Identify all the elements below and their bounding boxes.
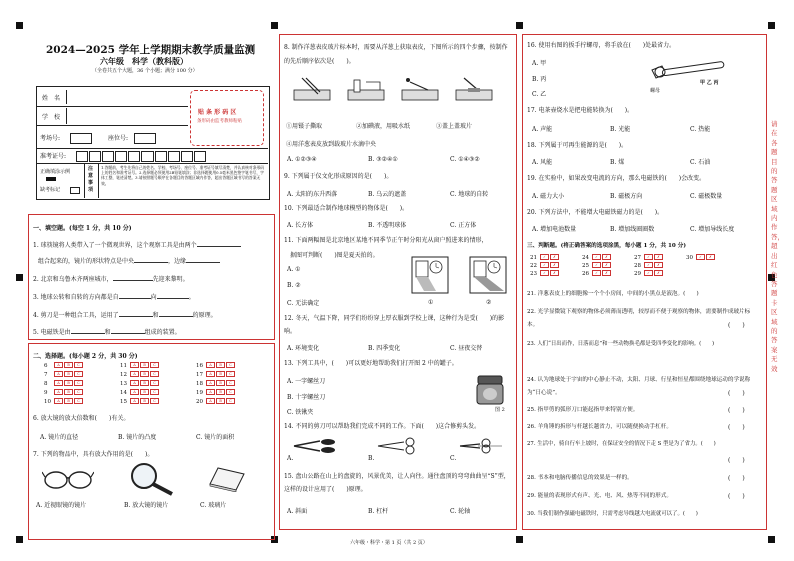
q13-option-b[interactable]: B. 十字螺丝刀: [287, 394, 326, 401]
q8-step-4: ④用洋葱表皮放到载玻片水滴中央: [286, 141, 377, 148]
q2-text: 2. 北京和乌鲁木齐两座城市，: [33, 276, 113, 283]
question-number: 21: [530, 254, 537, 261]
answer-bubble[interactable]: C: [226, 389, 235, 395]
answer-bubble[interactable]: B: [64, 380, 73, 386]
divider: [36, 148, 268, 149]
q3-text: 3. 地球公转和自转的方向都是自: [33, 294, 119, 301]
registration-mark: [271, 22, 278, 29]
q6-option-b[interactable]: B. 镜片的凸度: [118, 434, 157, 441]
question-number: 17: [196, 371, 203, 378]
question-28: 28. 书本和电脑传播信息的效果是一样的。: [527, 475, 633, 481]
absent-label: 缺考标记: [40, 187, 61, 193]
registration-mark: [16, 536, 23, 543]
q7-option-a[interactable]: A. 近视眼镜的镜片: [36, 502, 87, 509]
exam-room-label: 考场号:: [40, 135, 61, 142]
registration-mark: [516, 22, 523, 29]
judge-bubble[interactable]: ✗: [550, 254, 559, 260]
registration-mark: [768, 22, 775, 29]
q8-step-2: ②加碘液，用吸水纸: [356, 123, 411, 130]
q29-answer[interactable]: ( ): [728, 493, 745, 500]
q10-option-a[interactable]: A. 长方体: [287, 222, 314, 229]
answer-bubble[interactable]: B: [216, 380, 225, 386]
judge-bubble[interactable]: ✗: [706, 254, 715, 260]
answer-bubble-group: [120, 362, 160, 369]
question-number: 27: [634, 254, 641, 261]
q11-option-a[interactable]: A. ①: [287, 266, 301, 273]
question-number: 11: [120, 362, 127, 369]
exam-title: 2024—2025 学年上学期期末教学质量监测: [46, 44, 256, 56]
judge-bubble[interactable]: ✓: [592, 262, 601, 268]
q1-text: 1. 球筷镜将人类带入了一个微观世界，这个观察工具是由两个: [33, 242, 197, 249]
answer-bubble-group: [196, 362, 236, 369]
answer-bubble[interactable]: B: [216, 398, 225, 404]
judge-bubble[interactable]: ✗: [602, 262, 611, 268]
judge-bubble[interactable]: ✓: [592, 254, 601, 260]
question-11-cont: 据图可判断( )图是夏天拍的。: [290, 252, 379, 259]
answer-bubble[interactable]: B: [216, 362, 225, 368]
q10-option-b[interactable]: B. 不透明球体: [368, 222, 407, 229]
question-number: 26: [582, 270, 589, 277]
question-20: 20. 下列方法中，不能增大电磁铁磁力的是( )。: [527, 209, 664, 216]
q16-option-b[interactable]: B. 丙: [532, 76, 547, 83]
question-12: 12. 冬天，气温下降，同学们纷纷穿上厚衣服到学校上课，这种行为是受( )的影响。: [284, 315, 505, 335]
notes-text: 1.答题前，考生先将自己的姓名、学校、考场号、座位号、准考证号填写清楚，并认真核对条形码上的姓名和准考证号。2.选择题必须使用2B铅笔填涂；非选择题使用0.5毫米黑色签字笔书写，字体工整，笔迹清楚。3.请按照题号顺序在各题目的答题区域内作答，超出答题区域书写的答案无效。: [101, 165, 265, 186]
q14-option-a[interactable]: A.: [287, 455, 294, 462]
q18-option-c[interactable]: C. 石油: [690, 159, 711, 166]
judge-bubble[interactable]: ✓: [540, 262, 549, 268]
answer-blank[interactable]: [111, 327, 145, 334]
question-16: 16. 使用右图的扳手拧螺母，将手放在( )处最省力。: [527, 42, 676, 49]
answer-bubble[interactable]: A: [130, 398, 139, 404]
answer-bubble[interactable]: A: [206, 362, 215, 368]
judge-bubble-group: [530, 262, 560, 269]
question-number: 28: [634, 262, 641, 269]
figure-2-label: 图 2: [495, 407, 505, 413]
question-number: 14: [120, 389, 127, 396]
answer-bubble[interactable]: C: [74, 380, 83, 386]
judge-bubble[interactable]: ✓: [644, 262, 653, 268]
answer-bubble[interactable]: A: [54, 398, 63, 404]
q1-text: 组合起来的，镜片的形状特点是中央: [38, 258, 135, 265]
question-5: [33, 327, 181, 337]
window-sunlight-figure-1: [410, 255, 450, 295]
q15-option-b[interactable]: B. 杠杆: [368, 508, 389, 515]
judge-bubble-group: [530, 254, 560, 261]
judge-bubble-grid: [530, 254, 730, 282]
judge-bubble-group: [686, 254, 716, 261]
question-1-cont: [38, 256, 220, 266]
answer-bubble[interactable]: A: [130, 371, 139, 377]
divider: [36, 106, 188, 107]
q6-option-a[interactable]: A. 镜片的直径: [40, 434, 79, 441]
side-warning-text: 请在各题目的答题区域内作答，超出红色答题卡区域的答案无效: [771, 120, 784, 373]
question-24: 24. 认为地球处于宇宙的中心静止不动，太阳、月球、行星和恒星都围绕地球运动的学说称为“日心说”。: [527, 377, 751, 396]
q17-option-b[interactable]: B. 光能: [610, 126, 631, 133]
judge-bubble[interactable]: ✓: [540, 270, 549, 276]
answer-blank[interactable]: [157, 292, 189, 299]
answer-bubble[interactable]: C: [74, 371, 83, 377]
judge-bubble[interactable]: ✓: [540, 254, 549, 260]
answer-bubble[interactable]: C: [74, 389, 83, 395]
section1-title: 一、填空题。(每空 1 分，共 10 分): [33, 225, 132, 232]
answer-bubble[interactable]: B: [216, 371, 225, 377]
magnifier-image: [128, 462, 174, 496]
judge-bubble[interactable]: ✗: [550, 270, 559, 276]
judge-bubble[interactable]: ✗: [654, 254, 663, 260]
q20-option-a[interactable]: A. 增加电池数量: [532, 226, 577, 233]
answer-bubble[interactable]: B: [140, 371, 149, 377]
q18-option-b[interactable]: B. 煤: [610, 159, 625, 166]
q12-option-a[interactable]: A. 环境变化: [287, 345, 320, 352]
q8-step-3: ③盖上盖玻片: [436, 123, 473, 130]
registration-mark: [16, 274, 23, 281]
answer-bubble-group: [44, 371, 84, 378]
question-number: 25: [582, 262, 589, 269]
question-number: 6: [44, 362, 48, 369]
answer-bubble[interactable]: C: [74, 398, 83, 404]
answer-blank[interactable]: [113, 274, 153, 281]
q5-text: 组成的装置。: [144, 329, 181, 336]
question-number: 19: [196, 389, 203, 396]
answer-bubble[interactable]: C: [74, 362, 83, 368]
question-number: 16: [196, 362, 203, 369]
divider: [36, 125, 188, 126]
seat-field[interactable]: [134, 133, 156, 144]
answer-bubble[interactable]: C: [226, 380, 235, 386]
answer-bubble-group: [196, 371, 236, 378]
question-30: 30. 当我们制作强磁电磁铁时，只需考虑导线越大电流就可以了。( ): [527, 511, 698, 517]
answer-bubble[interactable]: C: [150, 398, 159, 404]
q27-answer[interactable]: ( ): [728, 457, 745, 464]
answer-bubble-group: [120, 371, 160, 378]
question-25: 25. 指甲剪的弧形刀口能起指甲来特别方便。: [527, 407, 639, 413]
answer-blank[interactable]: [197, 240, 241, 247]
answer-bubble-group: [44, 398, 84, 405]
q16-option-c[interactable]: C. 乙: [532, 91, 547, 98]
judge-bubble[interactable]: ✓: [592, 270, 601, 276]
answer-bubble[interactable]: B: [64, 389, 73, 395]
question-15: 15. 盘山公路在山上的盘旋的，风景优美，让人向往。通往盘顶的弯弯曲曲呈“S”型，这样的设计应用了( )原理。: [284, 473, 510, 493]
q9-option-a[interactable]: A. 太阳的东升西落: [287, 191, 338, 198]
q5-text: 5. 电磁铁是由: [33, 329, 71, 336]
question-number: 10: [44, 398, 51, 405]
q19-option-c[interactable]: C. 磁极数量: [690, 193, 723, 200]
answer-bubble-group: [44, 380, 84, 387]
judge-bubble-group: [634, 262, 664, 269]
answer-bubble[interactable]: A: [54, 389, 63, 395]
judge-bubble[interactable]: ✗: [654, 270, 663, 276]
question-number: 22: [530, 262, 537, 269]
judge-bubble[interactable]: ✗: [602, 254, 611, 260]
q11-option-b[interactable]: B. ②: [287, 282, 301, 289]
judge-bubble-group: [582, 262, 612, 269]
question-number: 29: [634, 270, 641, 277]
answer-bubble[interactable]: A: [130, 380, 139, 386]
answer-bubble[interactable]: A: [130, 362, 139, 368]
q4-text: 的原理。: [192, 312, 217, 319]
question-number: 8: [44, 380, 48, 387]
school-field[interactable]: [66, 108, 187, 124]
figure-label-1: ①: [428, 299, 434, 306]
notes-label: 注意事项: [88, 166, 94, 193]
question-3: 3. 地球公转和自转的方向都是自 向 。: [33, 294, 195, 301]
q4-text: 4. 剪刀是一种组合工具，运用了: [33, 312, 119, 319]
q20-option-b[interactable]: B. 增加线圈圈数: [610, 226, 655, 233]
name-label: 姓 名: [42, 95, 61, 102]
q11-option-c[interactable]: C. 无法确定: [287, 300, 320, 307]
q14-option-c[interactable]: C.: [450, 455, 457, 462]
q14-option-b[interactable]: B.: [368, 455, 375, 462]
q5-text: 和: [104, 329, 111, 336]
judge-bubble[interactable]: ✓: [644, 254, 653, 260]
answer-bubble-group: [196, 398, 236, 405]
q2-text: 先迎来黎明。: [152, 276, 189, 283]
q19-option-b[interactable]: B. 磁极方向: [610, 193, 643, 200]
scissors-images: [292, 437, 504, 455]
q10-option-c[interactable]: C. 正方体: [450, 222, 477, 229]
jar-image: [474, 372, 506, 406]
answer-bubble[interactable]: A: [206, 389, 215, 395]
q9-option-b[interactable]: B. 乌云的遮盖: [368, 191, 407, 198]
figure-label-2: ②: [486, 299, 492, 306]
question-26: 26. 羊角锤的拆形与杆越长越省力，可以随便换动手杠杆。: [527, 424, 672, 430]
wrench-position-marks: 甲 乙 丙: [700, 80, 719, 86]
exam-room-field[interactable]: [70, 133, 92, 144]
correct-fill-example: [46, 177, 56, 181]
absent-checkbox[interactable]: [70, 187, 80, 194]
question-7: 7. 下列的物品中，具有放大作用的是( )。: [33, 451, 154, 458]
answer-blank[interactable]: [186, 256, 220, 263]
divider: [98, 163, 99, 198]
q7-option-b[interactable]: B. 放大镜的镜片: [124, 502, 169, 509]
question-17: 17. 电茶壶烧水是把电能转换为( )。: [527, 107, 634, 114]
judge-bubble[interactable]: ✓: [696, 254, 705, 260]
question-11: 11. 下面两幅图是北京地区某地不同季节正午时分阳光从窗户照进来的情形，: [284, 237, 488, 244]
q15-option-c[interactable]: C. 轮轴: [450, 508, 471, 515]
q12-option-b[interactable]: B. 四季变化: [368, 345, 401, 352]
answer-bubble-group: [196, 389, 236, 396]
judge-bubble-group: [634, 254, 664, 261]
question-number: 13: [120, 380, 127, 387]
answer-bubble-grid: [44, 362, 264, 412]
question-22: 22. 光学显微镜下观察的物体必须薄而透明，较厚而不便于观察的物体，需要制作成玻片标本。: [527, 309, 751, 328]
q8-option-a[interactable]: A. ①②③④: [287, 156, 317, 163]
q18-option-a[interactable]: A. 风能: [532, 159, 553, 166]
answer-bubble[interactable]: B: [140, 398, 149, 404]
judge-bubble[interactable]: ✗: [654, 262, 663, 268]
answer-bubble[interactable]: C: [226, 371, 235, 377]
question-1: [33, 240, 241, 250]
q6-option-c[interactable]: C. 镜片的面积: [196, 434, 235, 441]
question-number: 7: [44, 371, 48, 378]
answer-bubble[interactable]: A: [54, 371, 63, 377]
judge-bubble[interactable]: ✓: [644, 270, 653, 276]
question-number: 20: [196, 398, 203, 405]
answer-bubble[interactable]: A: [206, 371, 215, 377]
answer-bubble[interactable]: C: [226, 362, 235, 368]
q7-option-c[interactable]: C. 玻璃片: [200, 502, 227, 509]
answer-bubble-group: [120, 380, 160, 387]
answer-bubble[interactable]: B: [64, 398, 73, 404]
glass-sheet-image: [206, 466, 246, 492]
q4-text: 和: [152, 312, 159, 319]
exam-number-field[interactable]: [76, 151, 206, 161]
divider: [36, 163, 268, 164]
section3-title: 三、判断题。(将正确答案的选项涂黑，每小题 1 分，共 10 分): [527, 243, 687, 249]
q28-answer[interactable]: ( ): [728, 475, 745, 482]
question-29: 29. 能量的表现形式有声、光、电、风、热等不同的形式。: [527, 493, 672, 499]
q17-option-c[interactable]: C. 热能: [690, 126, 711, 133]
q17-option-a[interactable]: A. 声能: [532, 126, 553, 133]
answer-bubble[interactable]: A: [206, 380, 215, 386]
exam-note: （全卷共五个大题，36 个小题；满分 100 分）: [92, 68, 198, 74]
nut-label: 螺母: [650, 88, 661, 94]
question-9: 9. 下列属于仪文化形成原因的是( )。: [284, 173, 393, 180]
answer-bubble-group: [44, 362, 84, 369]
answer-bubble[interactable]: B: [140, 380, 149, 386]
q8-option-b[interactable]: B. ③②④①: [368, 156, 398, 163]
sticker-title: 贴 条 形 码 区: [198, 109, 237, 116]
q3-text: 向: [150, 294, 157, 301]
answer-bubble[interactable]: B: [140, 362, 149, 368]
question-14: 14. 不同的剪刀可以帮助我们完成不同的工作。下面( )这合修剪头发。: [284, 423, 481, 430]
q8-option-c[interactable]: C. ①④③②: [450, 156, 480, 163]
question-number: 30: [686, 254, 693, 261]
answer-bubble[interactable]: C: [150, 362, 159, 368]
question-23: 23. 人们“日出而作，日落而息”和一些动物换毛都是受四季变化的影响。( ): [527, 341, 715, 347]
question-number: 9: [44, 389, 48, 396]
answer-bubble[interactable]: C: [226, 398, 235, 404]
name-field[interactable]: [66, 90, 187, 104]
q25-answer[interactable]: ( ): [728, 407, 745, 414]
answer-blank[interactable]: [119, 310, 153, 317]
answer-blank[interactable]: [134, 256, 168, 263]
question-8: 8. 制作洋葱表皮玻片标本时，需要从洋葱上获取表皮，下图所示的四个步骤，按制作的先后顺序依次是( )。: [284, 44, 508, 65]
answer-bubble-group: [44, 389, 84, 396]
answer-blank[interactable]: [119, 292, 151, 299]
q26-answer[interactable]: ( ): [728, 424, 745, 431]
judge-bubble[interactable]: ✗: [550, 262, 559, 268]
exam-subtitle: 六年级 科学（教科版）: [100, 56, 188, 66]
question-13: 13. 下列工具中，( )可以更好地帮助我们打开图 2 中的罐子。: [284, 360, 458, 367]
q8-step-1: ①用镊子撕取: [286, 123, 323, 130]
answer-bubble[interactable]: C: [150, 380, 159, 386]
answer-bubble[interactable]: B: [64, 371, 73, 377]
answer-blank[interactable]: [159, 310, 193, 317]
answer-bubble[interactable]: B: [64, 362, 73, 368]
question-number: 18: [196, 380, 203, 387]
question-number: 15: [120, 398, 127, 405]
section2-title: 二、选择题。(每小题 2 分，共 30 分): [33, 353, 138, 360]
answer-bubble-group: [196, 380, 236, 387]
answer-bubble[interactable]: A: [206, 398, 215, 404]
q20-option-c[interactable]: C. 增加导线长度: [690, 226, 735, 233]
q15-option-a[interactable]: A. 斜面: [287, 508, 308, 515]
answer-bubble[interactable]: A: [130, 389, 139, 395]
question-10: 10. 下列最适合制作地球模型的物体是( )。: [284, 205, 409, 212]
judge-bubble-group: [582, 270, 612, 277]
sticker-note: 条形码由监考教师粘贴: [197, 119, 242, 124]
answer-bubble[interactable]: B: [216, 389, 225, 395]
window-sunlight-figure-2: [468, 255, 508, 295]
answer-bubble[interactable]: A: [54, 380, 63, 386]
judge-bubble-group: [582, 254, 612, 261]
registration-mark: [516, 536, 523, 543]
q12-option-c[interactable]: C. 昼夜交替: [450, 345, 483, 352]
q24-answer[interactable]: ( ): [728, 390, 745, 397]
answer-bubble-group: [120, 398, 160, 405]
question-number: 12: [120, 371, 127, 378]
question-21: 21. 洋葱表皮上的细胞像一个个小房间，中间的小黑点是液泡。( ): [527, 291, 699, 297]
question-number: 23: [530, 270, 537, 277]
answer-bubble[interactable]: A: [54, 362, 63, 368]
judge-bubble-group: [634, 270, 664, 277]
answer-bubble[interactable]: B: [140, 389, 149, 395]
q22-answer[interactable]: ( ): [728, 322, 745, 329]
answer-blank[interactable]: [71, 327, 105, 334]
question-6: 6. 放大镜的放大倍数和( )有关。: [33, 415, 130, 422]
page-footer: 六年级・科学・第 1 页（共 2 页）: [350, 540, 428, 546]
correct-fill-label: 正确填涂示例: [40, 169, 71, 175]
q1-text: ，边缘: [168, 258, 187, 265]
question-2: [33, 274, 189, 284]
question-27: 27. 生活中，骑自行车上坡时，在保证安全的情况下走 S 型是为了省力。( ): [527, 441, 716, 447]
judge-bubble-group: [530, 270, 560, 277]
registration-mark: [768, 536, 775, 543]
q13-option-a[interactable]: A. 一字螺丝刀: [287, 378, 326, 385]
question-19: 19. 在实验中，如果改变电流的方向，那么电磁铁的( )会改变。: [527, 175, 706, 182]
wrench-image: [648, 60, 730, 92]
q13-option-c[interactable]: C. 铁锹夹: [287, 409, 314, 416]
exam-number-label: 准考证号:: [40, 153, 67, 160]
question-18: 18. 下列属于可再生能源的是( )。: [527, 142, 628, 149]
seat-label: 座位号:: [108, 135, 129, 142]
registration-mark: [16, 22, 23, 29]
q8-step-images: [292, 76, 502, 110]
answer-bubble[interactable]: C: [150, 389, 159, 395]
glasses-image: [42, 468, 94, 490]
question-number: 24: [582, 254, 589, 261]
divider: [84, 163, 85, 198]
question-4: [33, 310, 217, 320]
answer-bubble-group: [120, 389, 160, 396]
judge-bubble[interactable]: ✗: [602, 270, 611, 276]
answer-bubble[interactable]: C: [150, 371, 159, 377]
q16-option-a[interactable]: A. 甲: [532, 60, 547, 67]
school-label: 学 校: [42, 114, 61, 121]
q19-option-a[interactable]: A. 磁力大小: [532, 193, 565, 200]
q9-option-c[interactable]: C. 地球的自转: [450, 191, 489, 198]
